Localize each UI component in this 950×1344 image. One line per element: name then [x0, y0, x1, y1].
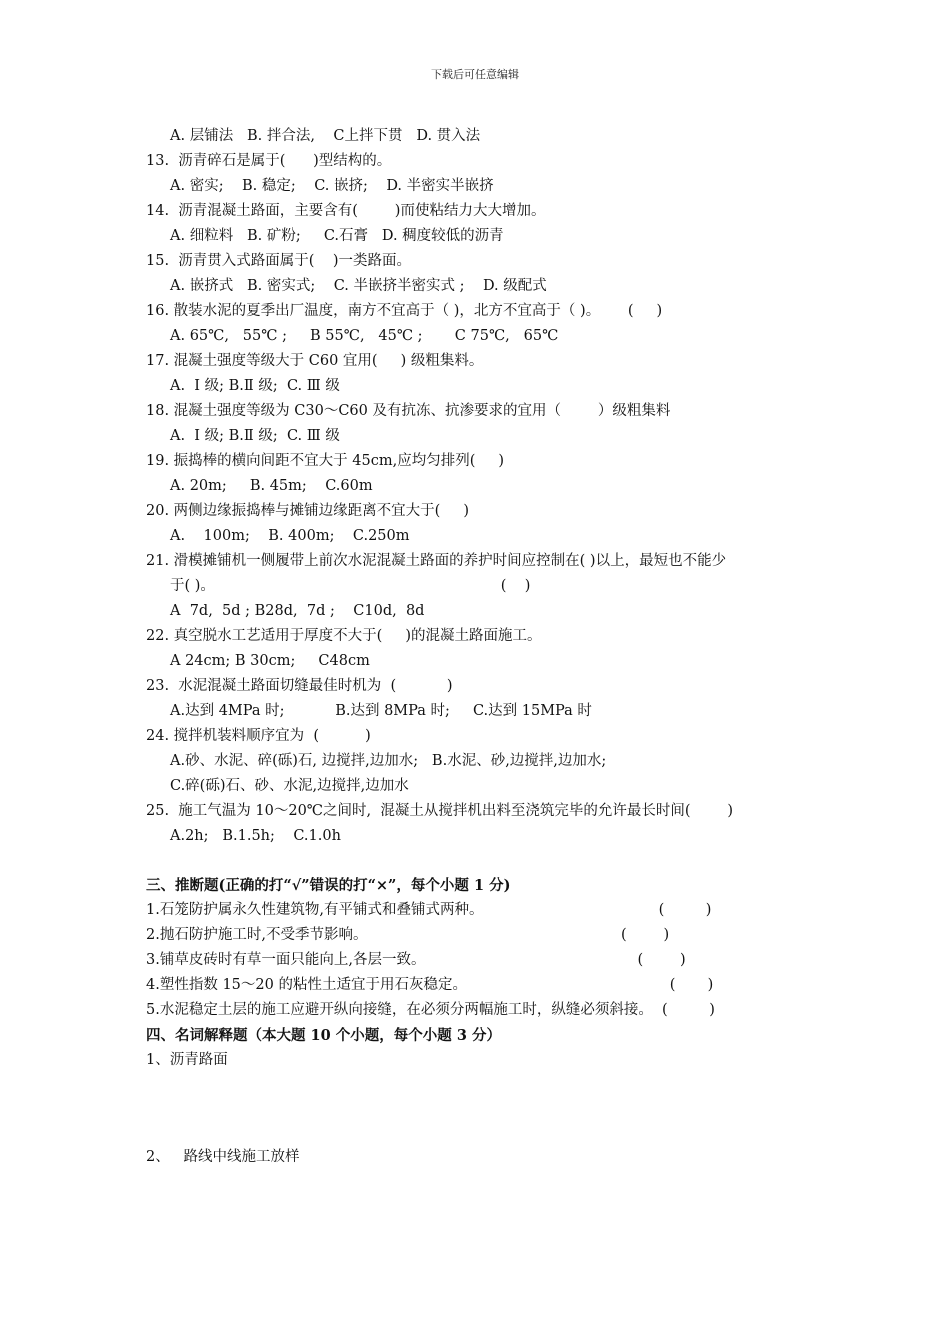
answer-options-23: A.达到 4MPa 时; B.达到 8MPa 时; C.达到 15MPa 时 — [170, 703, 592, 719]
question-18: 18. 混凝土强度等级为 C30～C60 及有抗冻、抗渗要求的宜用（ ）级粗集料 — [146, 403, 671, 419]
question-25: 25. 施工气温为 10～20℃之间时, 混凝土从搅拌机出料至浇筑完毕的允许最长时间( ) — [146, 803, 734, 819]
document-body — [146, 124, 826, 1170]
answer-options-25: A.2h; B.1.5h; C.1.0h — [170, 828, 341, 844]
answer-options-19: A. 20m; B. 45m; C.60m — [170, 478, 373, 494]
answer-options-16: A. 65℃, 55℃ ; B 55℃, 45℃ ; C 75℃, 65℃ — [170, 328, 559, 344]
definition-item-1: 1、沥青路面 — [146, 1052, 228, 1068]
question-19: 19. 振捣棒的横向间距不宜大于 45cm,应均匀排列( ) — [146, 453, 505, 469]
question-14: 14. 沥青混凝土路面，主要含有( )而使粘结力大大增加。 — [146, 203, 546, 219]
answer-options-22: A 24cm; B 30cm; C48cm — [170, 653, 370, 669]
question-17: 17. 混凝土强度等级大于 C60 宜用( ) 级粗集料。 — [146, 353, 484, 369]
question-21-line-1: 21. 滑模摊铺机一侧履带上前次水泥混凝土路面的养护时间应控制在( )以上，最短也不能少 — [146, 553, 727, 569]
question-15: 15. 沥青贯入式路面属于( )一类路面。 — [146, 253, 412, 269]
answer-options-21: A 7d, 5d ; B28d, 7d ; C10d, 8d — [170, 603, 425, 619]
definition-item-2: 2、 路线中线施工放样 — [146, 1149, 300, 1165]
true-false-section — [146, 873, 826, 1023]
tf-item-5: 5.水泥稳定土层的施工应避开纵向接缝，在必须分两幅施工时，纵缝必须斜接。 ( ) — [146, 1002, 715, 1018]
question-24: 24. 搅拌机装料顺序宜为 ( ) — [146, 728, 371, 744]
section-4-title: 四、名词解释题（本大题 10 个小题，每个小题 3 分） — [146, 1027, 501, 1044]
answer-options-20: A. 100m; B. 400m; C.250m — [170, 528, 410, 544]
tf-item-2: 2.抛石防护施工时,不受季节影响。 ( ) — [146, 927, 670, 943]
answer-options-15: A. 嵌挤式 B. 密实式; C. 半嵌挤半密实式 ; D. 级配式 — [170, 278, 547, 294]
tf-item-1: 1.石笼防护属永久性建筑物,有平铺式和叠铺式两种。 ( ) — [146, 902, 712, 918]
multiple-choice-section — [146, 124, 826, 849]
answer-options-17: A. Ⅰ 级; B.Ⅱ 级; C. Ⅲ 级 — [170, 378, 340, 394]
answer-options-24-a: A.砂、水泥、碎(砾)石, 边搅拌,边加水; B.水泥、砂,边搅拌,边加水; — [170, 753, 607, 769]
answer-options-18: A. Ⅰ 级; B.Ⅱ 级; C. Ⅲ 级 — [170, 428, 340, 444]
definition-section — [146, 1023, 826, 1170]
section-3-title: 三、推断题(正确的打“√”错误的打“×”，每个小题 1 分) — [146, 877, 511, 894]
question-21-line-2: 于( )。 ( ) — [170, 578, 531, 594]
answer-options-14: A. 细粒料 B. 矿粉; C.石膏 D. 稠度较低的沥青 — [170, 228, 504, 244]
page-header: 下载后可任意编辑 — [431, 68, 519, 81]
question-16: 16. 散装水泥的夏季出厂温度，南方不宜高于（ )，北方不宜高于（ )。 ( ) — [146, 303, 663, 319]
tf-item-4: 4.塑性指数 15～20 的粘性土适宜于用石灰稳定。 ( ) — [146, 977, 714, 993]
answer-options-13: A. 密实; B. 稳定; C. 嵌挤; D. 半密实半嵌挤 — [170, 178, 494, 194]
question-13: 13. 沥青碎石是属于( )型结构的。 — [146, 153, 392, 169]
answer-options-24-b: C.碎(砾)石、砂、水泥,边搅拌,边加水 — [170, 778, 409, 794]
tf-item-3: 3.铺草皮砖时有草一面只能向上,各层一致。 ( ) — [146, 952, 686, 968]
answer-space — [146, 1073, 826, 1145]
answer-options-12: A. 层铺法 B. 拌合法, C上拌下贯 D. 贯入法 — [170, 128, 481, 144]
question-20: 20. 两侧边缘振捣棒与摊铺边缘距离不宜大于( ) — [146, 503, 470, 519]
section-spacer — [146, 849, 826, 873]
question-22: 22. 真空脱水工艺适用于厚度不大于( )的混凝土路面施工。 — [146, 628, 542, 644]
question-23: 23. 水泥混凝土路面切缝最佳时机为 ( ) — [146, 678, 453, 694]
